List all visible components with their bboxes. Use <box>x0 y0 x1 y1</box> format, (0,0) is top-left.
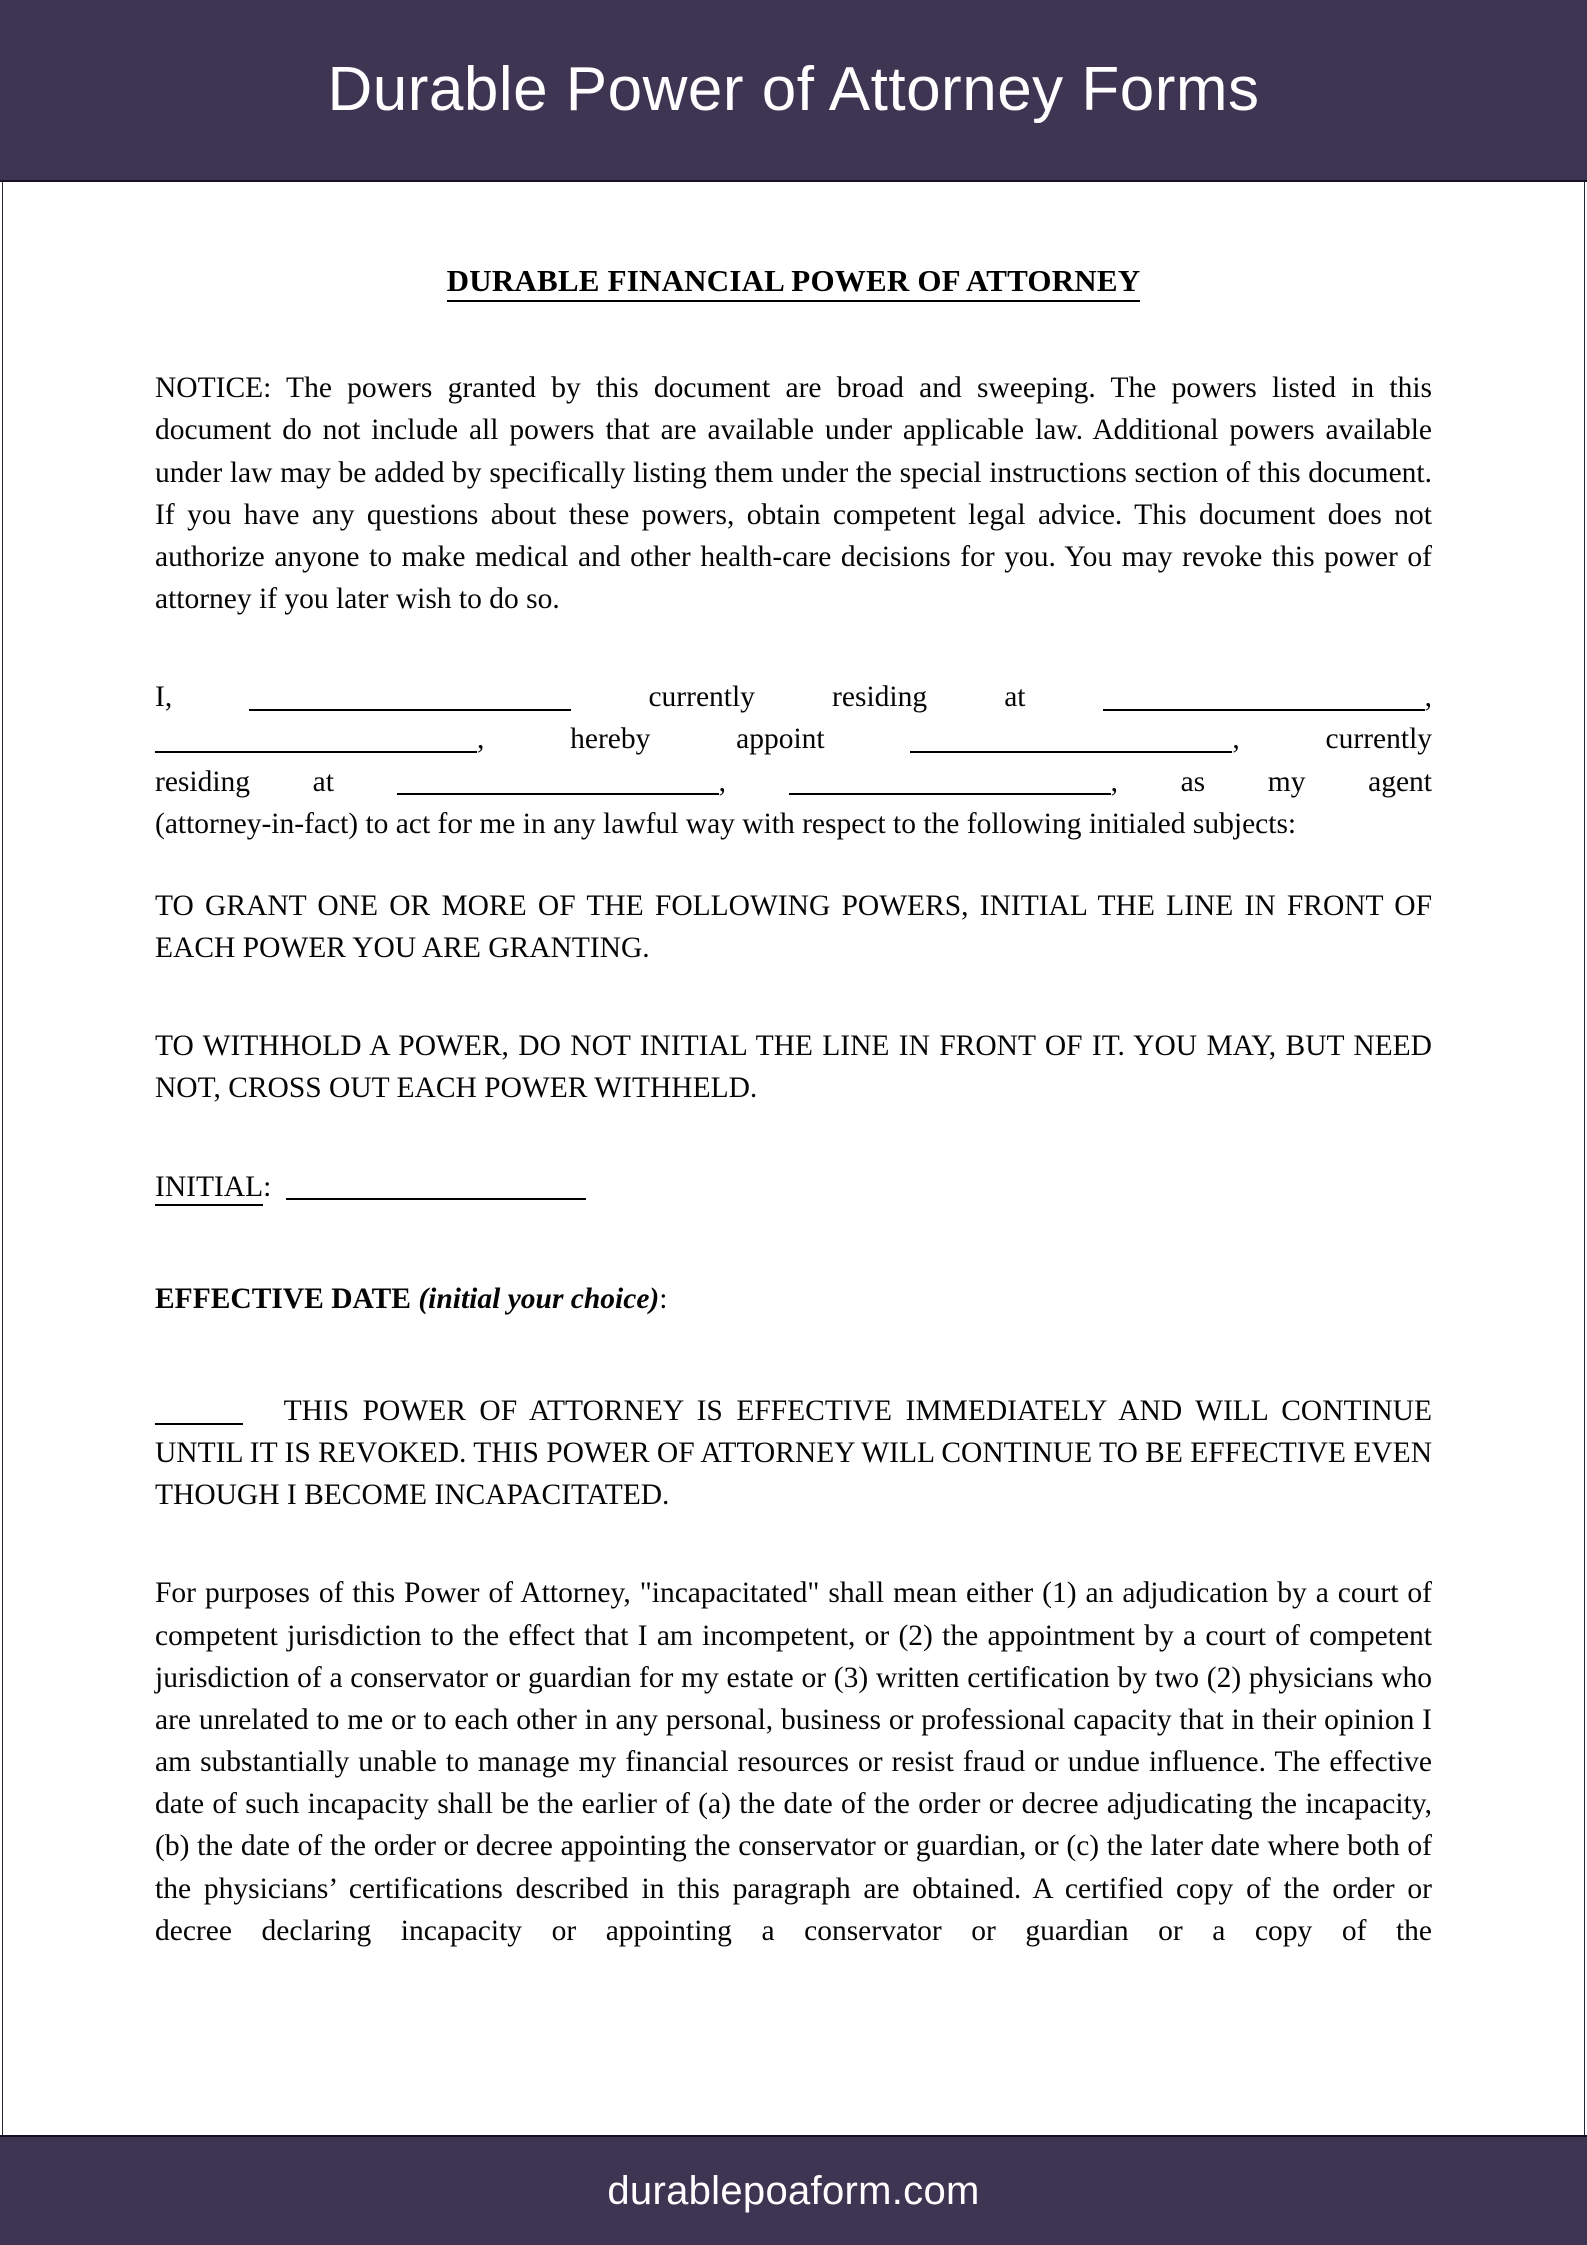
appointment-line-3 <box>155 761 1432 803</box>
effective-immediately-paragraph <box>155 1390 1432 1517</box>
principal-name-blank[interactable] <box>249 678 571 711</box>
spacer <box>155 1350 1432 1390</box>
effective-date-heading: EFFECTIVE DATE <box>155 1282 411 1315</box>
document-heading-text: DURABLE FINANCIAL POWER OF ATTORNEY <box>447 263 1141 302</box>
appointment-lead-in: I, <box>155 681 173 714</box>
appointment-line-2 <box>155 718 1432 760</box>
appointment-residing-label: currently residing at <box>648 681 1026 714</box>
spacer <box>155 650 1432 676</box>
spacer <box>155 1238 1432 1278</box>
document-page-wrapper <box>0 182 1587 2135</box>
spacer <box>155 1140 1432 1166</box>
principal-address-blank-1[interactable] <box>1103 678 1425 711</box>
initial-label: INITIAL <box>155 1171 263 1206</box>
appointment-line-1 <box>155 676 1432 718</box>
effective-date-heading-line <box>155 1278 1432 1320</box>
initial-line <box>155 1166 1432 1208</box>
agent-name-blank[interactable] <box>910 720 1232 753</box>
spacer <box>155 999 1432 1025</box>
appointment-residing-at: residing at <box>155 765 334 798</box>
page-title: Durable Power of Attorney Forms <box>327 55 1260 124</box>
principal-address-blank-2[interactable] <box>155 720 477 753</box>
appointment-as-my-agent: , as my agent <box>1110 765 1432 798</box>
notice-paragraph: NOTICE: The powers granted by this document are broad and sweeping. The powers listed in this document do not include all powers that are available under applicable law. Additional powers available under law may be added by specifically listing them under the special instructions section of this document. If you have any questions about these powers, obtain competent legal advice. This document does not authorize anyone to make medical and other health-care decisions for you. You may revoke this power of attorney if you later wish to do so. <box>155 372 1432 616</box>
effective-date-colon: : <box>659 1282 668 1315</box>
agent-address-blank-2[interactable] <box>789 762 1111 795</box>
appointment-comma-1: , <box>1424 681 1433 714</box>
initial-colon: : <box>263 1170 272 1203</box>
effective-date-note: (initial your choice) <box>410 1282 660 1315</box>
effective-immediately-text: THIS POWER OF ATTORNEY IS EFFECTIVE IMMEDIATELY AND WILL CONTINUE UNTIL IT IS REVOKED. THIS POWER OF ATTORNEY WILL CONTINUE TO BE EFFECTIVE EVEN THOUGH I BECOME INCAPACITATED. <box>155 1394 1432 1512</box>
incapacitated-definition-paragraph: For purposes of this Power of Attorney, "incapacitated" shall mean either (1) an adjudication by a court of competent jurisdiction to the effect that I am incompetent, or (2) the appointment by a court of competent jurisdiction of a conservator or guardian for my estate or (3) written certification by two (2) physicians who are unrelated to me or to each other in any personal, business or professional capacity that in their opinion I am substantially unable to manage my financial resources or resist fraud or undue influence. The effective date of such incapacity shall be the earlier of (a) the date of the order or decree adjudicating the incapacity, (b) the date of the order or decree appointing the conservator or guardian, or (c) the later date where both of the physicians’ certifications described in this paragraph are obtained. A certified copy of the order or decree declaring incapacity or appointing a conservator or guardian or a copy of the <box>155 1577 1432 1947</box>
appointment-closing-line: (attorney-in-fact) to act for me in any lawful way with respect to the following initialed subjects: <box>155 807 1297 840</box>
appointment-currently: , currently <box>1232 723 1433 756</box>
spacer <box>155 845 1432 885</box>
agent-address-blank-1[interactable] <box>397 762 719 795</box>
appointment-block <box>155 676 1432 845</box>
grant-instruction-paragraph: TO GRANT ONE OR MORE OF THE FOLLOWING POWERS, INITIAL THE LINE IN FRONT OF EACH POWER YOU ARE GRANTING. <box>155 889 1432 965</box>
site-footer <box>0 2135 1587 2245</box>
withhold-instruction-paragraph: TO WITHHOLD A POWER, DO NOT INITIAL THE LINE IN FRONT OF IT. YOU MAY, BUT NEED NOT, CROSS OUT EACH POWER WITHHELD. <box>155 1030 1432 1105</box>
site-header <box>0 0 1587 182</box>
effective-immediately-initial-blank[interactable] <box>155 1392 243 1425</box>
initial-blank[interactable] <box>286 1167 586 1200</box>
document-page <box>2 182 1585 2135</box>
site-url: durablepoaform.com <box>607 2169 980 2213</box>
appointment-comma-2: , <box>718 765 726 798</box>
document-heading <box>155 262 1432 299</box>
appointment-hereby-appoint: , hereby appoint <box>477 723 825 756</box>
spacer <box>155 1546 1432 1572</box>
